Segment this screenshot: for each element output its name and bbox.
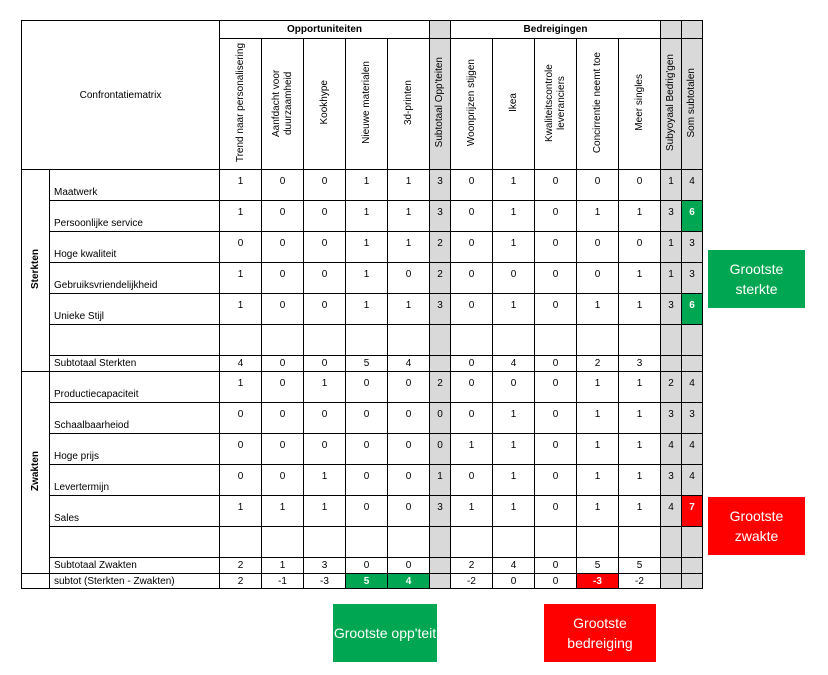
matrix-cell <box>682 356 703 372</box>
row-label: Schaalbaarheiod <box>50 403 220 434</box>
matrix-cell: 3 <box>430 294 451 325</box>
matrix-cell: 0 <box>262 294 304 325</box>
matrix-cell: 0 <box>451 232 493 263</box>
matrix-cell: 0 <box>451 201 493 232</box>
row-label: Persoonlijke service <box>50 201 220 232</box>
matrix-cell: 1 <box>346 294 388 325</box>
column-header <box>682 39 703 170</box>
matrix-cell: 0 <box>262 434 304 465</box>
matrix-cell: 3 <box>661 465 682 496</box>
matrix-cell: 0 <box>535 558 577 574</box>
matrix-cell <box>430 558 451 574</box>
matrix-cell: 4 <box>682 170 703 201</box>
column-header <box>451 39 493 170</box>
matrix-cell: 0 <box>535 263 577 294</box>
column-header-label: Kwaliteitscontrole leveranciers <box>543 63 567 142</box>
matrix-cell: 1 <box>220 496 262 527</box>
matrix-cell-empty <box>619 325 661 356</box>
matrix-cell: 1 <box>304 496 346 527</box>
matrix-cell-empty <box>262 325 304 356</box>
matrix-cell: 0 <box>451 403 493 434</box>
column-header <box>304 39 346 170</box>
matrix-cell-empty <box>220 527 262 558</box>
matrix-cell: 5 <box>619 558 661 574</box>
matrix-cell: 0 <box>346 465 388 496</box>
matrix-cell: 1 <box>346 263 388 294</box>
matrix-cell: 1 <box>661 170 682 201</box>
matrix-cell: 1 <box>220 372 262 403</box>
matrix-cell-empty <box>493 527 535 558</box>
matrix-cell: 0 <box>451 372 493 403</box>
matrix-cell: 1 <box>577 201 619 232</box>
matrix-cell: 0 <box>220 434 262 465</box>
matrix-cell-empty <box>262 527 304 558</box>
matrix-cell: 0 <box>430 403 451 434</box>
matrix-cell <box>682 558 703 574</box>
matrix-cell: 0 <box>535 372 577 403</box>
matrix-cell: 0 <box>346 496 388 527</box>
matrix-cell: 1 <box>220 201 262 232</box>
column-header <box>430 39 451 170</box>
matrix-cell: 0 <box>262 201 304 232</box>
matrix-cell: 0 <box>388 558 430 574</box>
matrix-cell: 0 <box>451 465 493 496</box>
matrix-cell: 0 <box>346 372 388 403</box>
column-header-label: Concirrentie neemt toe <box>591 51 603 154</box>
section-label-weaknesses <box>22 372 50 574</box>
matrix-cell: 2 <box>430 263 451 294</box>
group-spacer <box>682 21 703 39</box>
matrix-cell: 3 <box>661 201 682 232</box>
matrix-cell <box>682 574 703 589</box>
column-header-label: Nieuwe materialen <box>360 61 372 144</box>
matrix-cell: 2 <box>661 372 682 403</box>
matrix-cell: 0 <box>577 263 619 294</box>
matrix-cell-empty <box>451 527 493 558</box>
matrix-cell: 0 <box>220 232 262 263</box>
matrix-cell <box>661 558 682 574</box>
matrix-cell: 0 <box>304 170 346 201</box>
row-label: Sales <box>50 496 220 527</box>
matrix-cell: 0 <box>451 263 493 294</box>
matrix-title: Confrontatiematrix <box>22 21 220 170</box>
matrix-cell: 0 <box>262 356 304 372</box>
matrix-cell: 1 <box>619 263 661 294</box>
matrix-cell: 3 <box>682 232 703 263</box>
matrix-cell: 4 <box>661 434 682 465</box>
matrix-cell: 1 <box>388 232 430 263</box>
matrix-cell: 1 <box>220 294 262 325</box>
matrix-cell: 0 <box>388 403 430 434</box>
matrix-cell-empty <box>304 325 346 356</box>
matrix-cell: 3 <box>682 263 703 294</box>
matrix-cell: 0 <box>451 170 493 201</box>
column-header <box>493 39 535 170</box>
matrix-cell: 0 <box>304 403 346 434</box>
matrix-cell: 1 <box>577 496 619 527</box>
row-label: Subtotaal Zwakten <box>50 558 220 574</box>
matrix-cell: 3 <box>430 170 451 201</box>
matrix-cell: 0 <box>388 263 430 294</box>
column-header <box>577 39 619 170</box>
callout-grootste-bedreiging: Grootste bedreiging <box>544 604 656 662</box>
matrix-cell: 3 <box>661 294 682 325</box>
matrix-cell: 7 <box>682 496 703 527</box>
matrix-cell: 1 <box>619 201 661 232</box>
matrix-cell: 5 <box>346 574 388 589</box>
matrix-cell: 3 <box>430 201 451 232</box>
matrix-cell: 1 <box>619 465 661 496</box>
matrix-cell-empty <box>220 325 262 356</box>
matrix-cell: 1 <box>577 434 619 465</box>
matrix-cell: 0 <box>388 372 430 403</box>
matrix-cell: 1 <box>493 465 535 496</box>
matrix-cell: 3 <box>661 403 682 434</box>
column-header-label: Ikea <box>507 93 519 112</box>
matrix-cell: -3 <box>577 574 619 589</box>
matrix-cell: 0 <box>535 232 577 263</box>
matrix-cell: 2 <box>220 574 262 589</box>
matrix-cell: 0 <box>304 201 346 232</box>
matrix-cell: 1 <box>661 232 682 263</box>
matrix-cell: 0 <box>262 403 304 434</box>
matrix-cell: 1 <box>619 496 661 527</box>
matrix-cell-empty <box>661 325 682 356</box>
matrix-cell: 1 <box>493 201 535 232</box>
matrix-cell: 3 <box>304 558 346 574</box>
matrix-cell: 2 <box>430 372 451 403</box>
matrix-cell-empty <box>388 325 430 356</box>
matrix-cell: 0 <box>535 356 577 372</box>
matrix-cell: 1 <box>388 294 430 325</box>
matrix-cell <box>661 574 682 589</box>
matrix-cell: 0 <box>493 372 535 403</box>
matrix-cell: 1 <box>220 170 262 201</box>
matrix-cell: 1 <box>451 434 493 465</box>
matrix-cell: 0 <box>535 496 577 527</box>
matrix-cell: 0 <box>619 170 661 201</box>
matrix-cell-empty <box>535 527 577 558</box>
column-header-label: Som subtotalen <box>686 67 697 138</box>
matrix-cell: 4 <box>388 574 430 589</box>
matrix-cell: 0 <box>304 434 346 465</box>
matrix-cell: -1 <box>262 574 304 589</box>
matrix-cell-empty <box>577 325 619 356</box>
matrix-cell: 0 <box>304 263 346 294</box>
matrix-cell: 0 <box>220 465 262 496</box>
group-spacer <box>661 21 682 39</box>
section-label-text: Zwakten <box>30 450 41 491</box>
column-header <box>535 39 577 170</box>
callout-grootste-sterkte: Grootste sterkte <box>708 250 805 308</box>
row-label-empty <box>50 527 220 558</box>
matrix-cell: 4 <box>493 558 535 574</box>
column-header <box>661 39 682 170</box>
matrix-cell-empty <box>682 325 703 356</box>
matrix-cell: 4 <box>661 496 682 527</box>
section-label-strengths <box>22 170 50 372</box>
matrix-cell-empty <box>430 527 451 558</box>
matrix-cell: 0 <box>388 434 430 465</box>
matrix-cell: 0 <box>304 232 346 263</box>
column-header-label: Subtotaal Opp'teiten <box>434 57 445 148</box>
matrix-cell: 1 <box>388 170 430 201</box>
matrix-cell-empty <box>619 527 661 558</box>
matrix-cell: 4 <box>682 434 703 465</box>
matrix-cell: 0 <box>430 434 451 465</box>
matrix-cell: 1 <box>661 263 682 294</box>
matrix-cell: -2 <box>619 574 661 589</box>
matrix-cell: 1 <box>493 403 535 434</box>
matrix-cell-empty <box>388 527 430 558</box>
matrix-cell: 1 <box>577 372 619 403</box>
matrix-cell-empty <box>661 527 682 558</box>
matrix-cell: 5 <box>346 356 388 372</box>
matrix-cell: 1 <box>619 294 661 325</box>
column-header-label: Woonprijzen stijgen <box>465 58 477 147</box>
matrix-cell-empty <box>430 325 451 356</box>
matrix-cell: 1 <box>220 263 262 294</box>
matrix-cell: 0 <box>535 294 577 325</box>
matrix-cell: 1 <box>304 372 346 403</box>
matrix-cell-empty <box>304 527 346 558</box>
row-label: Maatwerk <box>50 170 220 201</box>
matrix-cell: 0 <box>262 263 304 294</box>
column-header <box>619 39 661 170</box>
column-header-label: Kookhype <box>318 80 330 125</box>
matrix-cell <box>430 574 451 589</box>
matrix-cell: 0 <box>493 574 535 589</box>
column-header-label: Aanfdacht voor duurzaamheid <box>270 68 294 137</box>
column-header-label: Subyoyaal Bedrig'gen <box>665 54 676 151</box>
matrix-cell: 0 <box>346 434 388 465</box>
matrix-cell: 4 <box>220 356 262 372</box>
matrix-cell: 1 <box>346 170 388 201</box>
group-threats: Bedreigingen <box>451 21 661 39</box>
matrix-cell: 0 <box>535 201 577 232</box>
matrix-cell: 4 <box>388 356 430 372</box>
matrix-cell: 3 <box>682 403 703 434</box>
column-header <box>388 39 430 170</box>
matrix-cell: 0 <box>262 170 304 201</box>
column-header <box>220 39 262 170</box>
matrix-cell: 3 <box>430 496 451 527</box>
row-label-empty <box>22 574 50 589</box>
matrix-cell: 1 <box>493 294 535 325</box>
row-label: Levertermijn <box>50 465 220 496</box>
matrix-cell: 1 <box>388 201 430 232</box>
matrix-cell: 1 <box>262 496 304 527</box>
matrix-cell: -2 <box>451 574 493 589</box>
matrix-cell-empty <box>535 325 577 356</box>
matrix-cell: 0 <box>451 294 493 325</box>
matrix-cell: 1 <box>619 403 661 434</box>
matrix-cell: 0 <box>346 558 388 574</box>
matrix-cell: 2 <box>220 558 262 574</box>
matrix-cell: 1 <box>619 434 661 465</box>
column-header <box>262 39 304 170</box>
row-label: Gebruiksvriendelijkheid <box>50 263 220 294</box>
column-header-label: 3d-printen <box>402 79 414 126</box>
group-opportunities: Opportuniteiten <box>220 21 430 39</box>
matrix-cell: 1 <box>493 232 535 263</box>
matrix-cell-empty <box>493 325 535 356</box>
matrix-cell: 4 <box>682 465 703 496</box>
matrix-cell: 2 <box>430 232 451 263</box>
matrix-cell: 4 <box>682 372 703 403</box>
matrix-cell: 0 <box>346 403 388 434</box>
matrix-cell: 1 <box>577 465 619 496</box>
matrix-cell: 1 <box>262 558 304 574</box>
matrix-cell: 3 <box>619 356 661 372</box>
matrix-cell: 2 <box>577 356 619 372</box>
matrix-cell: -3 <box>304 574 346 589</box>
matrix-cell: 0 <box>451 356 493 372</box>
matrix-cell: 1 <box>577 294 619 325</box>
callout-grootste-oppteit: Grootste opp'teit <box>333 604 437 662</box>
matrix-cell: 1 <box>451 496 493 527</box>
matrix-cell: 0 <box>619 232 661 263</box>
matrix-cell <box>430 356 451 372</box>
matrix-cell-empty <box>577 527 619 558</box>
matrix-cell: 0 <box>388 465 430 496</box>
row-label: Productiecapaciteit <box>50 372 220 403</box>
matrix-cell: 0 <box>304 356 346 372</box>
matrix-cell: 0 <box>535 403 577 434</box>
matrix-cell: 0 <box>262 372 304 403</box>
matrix-cell: 0 <box>535 434 577 465</box>
matrix-cell: 0 <box>577 170 619 201</box>
confrontation-matrix <box>21 20 703 589</box>
matrix-cell: 1 <box>619 372 661 403</box>
matrix-cell: 6 <box>682 201 703 232</box>
matrix-cell: 0 <box>535 574 577 589</box>
matrix-cell: 1 <box>493 170 535 201</box>
row-label: Hoge kwaliteit <box>50 232 220 263</box>
row-label: Hoge prijs <box>50 434 220 465</box>
matrix-cell: 1 <box>493 434 535 465</box>
matrix-cell: 0 <box>388 496 430 527</box>
row-label: Subtotaal Sterkten <box>50 356 220 372</box>
matrix-cell: 1 <box>346 232 388 263</box>
matrix-cell: 0 <box>577 232 619 263</box>
matrix-cell: 0 <box>220 403 262 434</box>
row-label: subtot (Sterkten - Zwakten) <box>50 574 220 589</box>
matrix-cell: 1 <box>430 465 451 496</box>
matrix-cell: 1 <box>493 496 535 527</box>
matrix-cell: 0 <box>262 465 304 496</box>
matrix-cell: 0 <box>535 465 577 496</box>
matrix-cell: 1 <box>577 403 619 434</box>
matrix-cell: 5 <box>577 558 619 574</box>
matrix-cell-empty <box>682 527 703 558</box>
matrix-cell <box>661 356 682 372</box>
row-label-empty <box>50 325 220 356</box>
matrix-cell: 1 <box>346 201 388 232</box>
matrix-cell: 1 <box>304 465 346 496</box>
matrix-cell-empty <box>346 527 388 558</box>
column-header <box>346 39 388 170</box>
matrix-cell: 0 <box>304 294 346 325</box>
matrix-cell: 0 <box>535 170 577 201</box>
matrix-cell: 6 <box>682 294 703 325</box>
section-label-text: Sterkten <box>30 248 41 289</box>
column-header-label: Meer singles <box>633 74 645 131</box>
matrix-cell-empty <box>451 325 493 356</box>
matrix-cell: 4 <box>493 356 535 372</box>
matrix-cell-empty <box>346 325 388 356</box>
group-spacer <box>430 21 451 39</box>
matrix-cell: 0 <box>262 232 304 263</box>
matrix-cell: 2 <box>451 558 493 574</box>
column-header-label: Trend naar personalisering <box>234 42 246 163</box>
matrix-cell: 0 <box>493 263 535 294</box>
row-label: Unieke Stijl <box>50 294 220 325</box>
callout-grootste-zwakte: Grootste zwakte <box>708 497 805 555</box>
